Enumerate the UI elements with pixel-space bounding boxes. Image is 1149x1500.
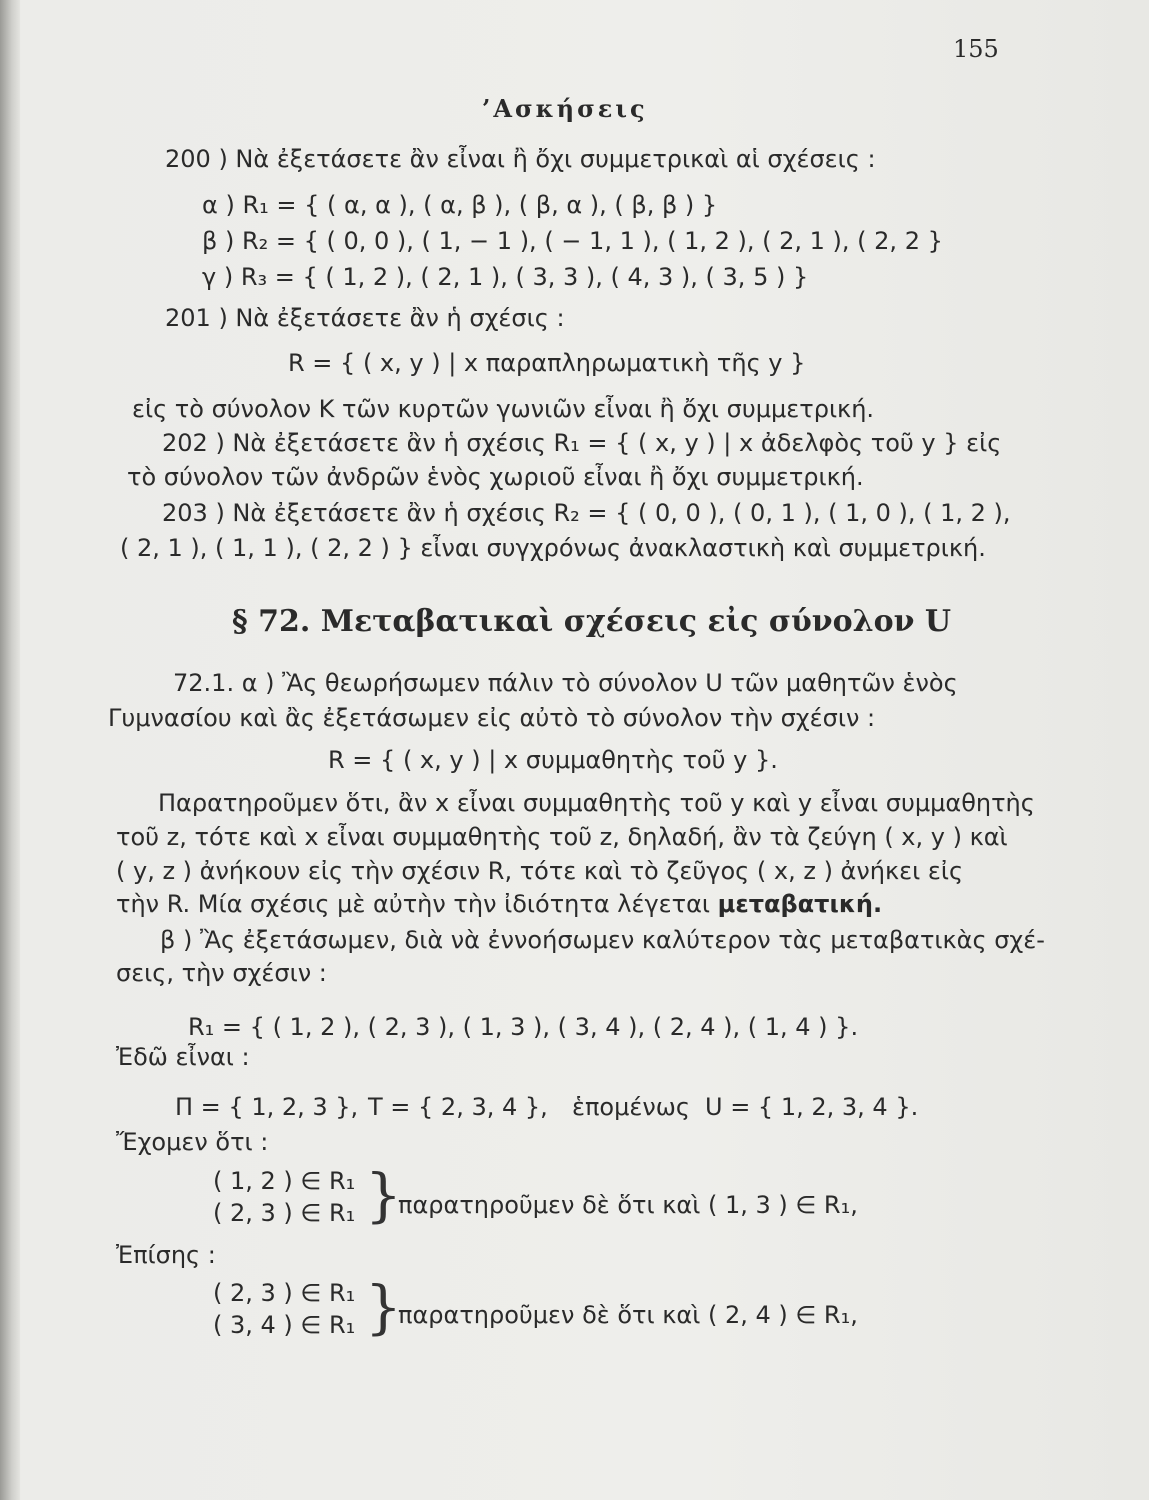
right-brace-icon: } [365,1161,402,1229]
page-number: 155 [953,35,999,63]
exercises-heading: ’Ασκήσεις [482,94,648,123]
exercise-203-line-1: 203 ) Νὰ ἐξετάσετε ἂν ἡ σχέσις R₂ = { ( 0, 0 ), ( 0, 1 ), ( 1, 0 ), ( 1, 2 ), [162,499,1011,527]
relation-r1-definition: R₁ = { ( 1, 2 ), ( 2, 3 ), ( 1, 3 ), ( 3, 4 ), ( 2, 4 ), ( 1, 4 ) }. [188,1013,859,1041]
set-t: Τ = { 2, 3, 4 }, [368,1093,548,1121]
conclusion-1-3: παρατηροῦμεν δὲ ὅτι καὶ ( 1, 3 ) ∈ R₁, [398,1191,858,1219]
term-transitive: μεταβατική. [717,890,883,918]
section-72-title: § 72. Μεταβατικαὶ σχέσεις εἰς σύνολον U [232,604,952,639]
set-pi: Π = { 1, 2, 3 }, [175,1093,359,1121]
therefore-label: ἑπομένως [572,1093,690,1121]
pair-3-4: ( 3, 4 ) ∈ R₁ [213,1311,356,1339]
exercise-201-relation: R = { ( x, y ) | x παραπληρωματικὴ τῆς y } [288,349,806,377]
conclusion-2-4: παρατηροῦμεν δὲ ὅτι καὶ ( 2, 4 ) ∈ R₁, [398,1301,858,1329]
exercise-200-gamma: γ ) R₃ = { ( 1, 2 ), ( 2, 1 ), ( 3, 3 ), ( 4, 3 ), ( 3, 5 ) } [202,263,809,291]
para-beta-line-1: β ) Ἂς ἐξετάσωμεν, διὰ νὰ ἐννοήσωμεν καλύτερον τὰς μεταβατικὰς σχέ- [160,926,1045,954]
also-label: Ἐπίσης : [116,1241,216,1269]
exercise-200-prompt: 200 ) Νὰ ἐξετάσετε ἂν εἶναι ἢ ὄχι συμμετρικαὶ αἱ σχέσεις : [165,145,876,173]
pair-2-3: ( 2, 3 ) ∈ R₁ [213,1199,356,1227]
pair-1-2: ( 1, 2 ) ∈ R₁ [213,1167,356,1195]
para-observe-line-1: Παρατηροῦμεν ὅτι, ἂν x εἶναι συμμαθητὴς τοῦ y καὶ y εἶναι συμμαθητὴς [158,789,1035,817]
exercise-201-prompt: 201 ) Νὰ ἐξετάσετε ἂν ἡ σχέσις : [165,304,565,332]
set-u: U = { 1, 2, 3, 4 }. [705,1093,919,1121]
para-beta-line-2: σεις, τὴν σχέσιν : [116,959,327,987]
right-brace-icon-2: } [365,1273,402,1341]
exercise-200-alpha: α ) R₁ = { ( α, α ), ( α, β ), ( β, α ), ( β, β ) } [202,191,718,219]
exercise-202-line-2: τὸ σύνολον τῶν ἀνδρῶν ἑνὸς χωριοῦ εἶναι ἢ ὄχι συμμετρική. [127,463,864,491]
para-72-1-line-1: 72.1. α ) Ἂς θεωρήσωμεν πάλιν τὸ σύνολον U τῶν μαθητῶν ἑνὸς [173,669,958,697]
para-observe-line-3: ( y, z ) ἀνήκουν εἰς τὴν σχέσιν R, τότε καὶ τὸ ζεῦγος ( x, z ) ἀνήκει εἰς [116,857,964,885]
para-72-1-line-2: Γυμνασίου καὶ ἂς ἐξετάσωμεν εἰς αὐτὸ τὸ σύνολον τὴν σχέσιν : [108,704,876,732]
exercise-202-line-1: 202 ) Νὰ ἐξετάσετε ἂν ἡ σχέσις R₁ = { ( x, y ) | x ἀδελφὸς τοῦ y } εἰς [162,429,1002,457]
para-observe-line-4 [116,889,882,919]
pair-2-3-second: ( 2, 3 ) ∈ R₁ [213,1279,356,1307]
para-observe-line-2: τοῦ z, τότε καὶ x εἶναι συμμαθητὴς τοῦ z, δηλαδή, ἂν τὰ ζεύγη ( x, y ) καὶ [116,823,1008,851]
relation-classmate: R = { ( x, y ) | x συμμαθητὴς τοῦ y }. [328,746,778,774]
para-observe-line-4-text: τὴν R. Μία σχέσις μὲ αὐτὴν τὴν ἰδιότητα λέγεται [116,890,711,918]
exercise-203-line-2: ( 2, 1 ), ( 1, 1 ), ( 2, 2 ) } εἶναι συγχρόνως ἀνακλαστικὴ καὶ συμμετρική. [120,534,986,562]
exercise-200-beta: β ) R₂ = { ( 0, 0 ), ( 1, − 1 ), ( − 1, 1 ), ( 1, 2 ), ( 2, 1 ), ( 2, 2 } [202,227,943,255]
exercise-201-domain: εἰς τὸ σύνολον Κ τῶν κυρτῶν γωνιῶν εἶναι ἢ ὄχι συμμετρική. [132,395,875,423]
we-have-that: Ἔχομεν ὅτι : [116,1128,269,1156]
here-we-have: Ἐδῶ εἶναι : [116,1043,250,1071]
binding-edge [0,0,20,1500]
